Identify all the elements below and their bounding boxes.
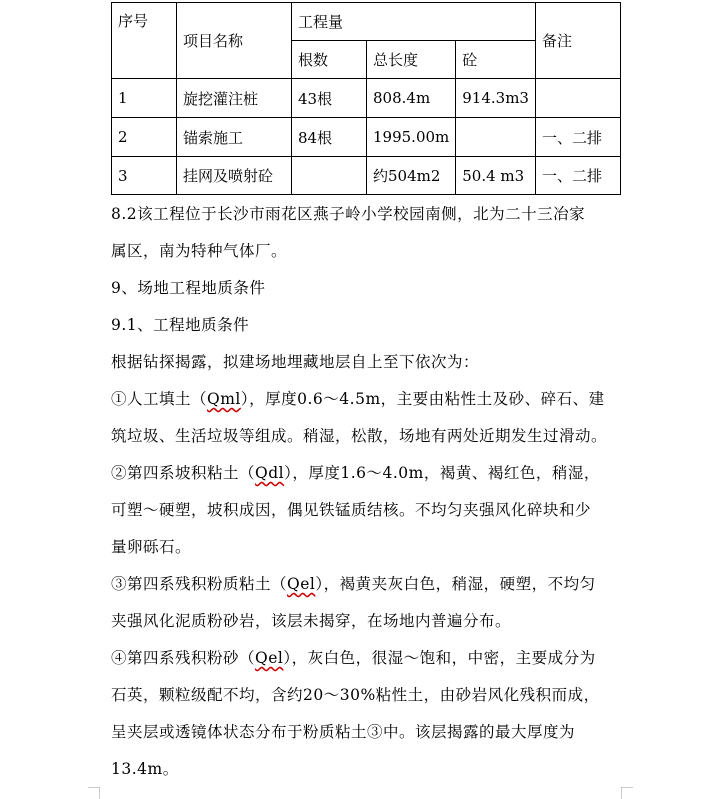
cell-length: 808.4m: [367, 79, 456, 118]
cell-concrete: [456, 118, 536, 157]
text-line: 筑垃圾、生活垃圾等组成。稍湿，松散，场地有两处近期发生过滑动。: [111, 427, 608, 445]
text-line: 属区，南为特种气体厂。: [111, 242, 288, 260]
table-row: [112, 118, 621, 157]
text-line: 量卵砾石。: [111, 538, 192, 556]
header-count: 根数: [292, 41, 367, 79]
cell-count: 43根: [292, 79, 367, 118]
text-line: ①人工填土（Qml），厚度0.6～4.5m，主要由粘性土及砂、碎石、建: [111, 390, 605, 408]
cell-concrete: 914.3m3: [456, 79, 536, 118]
header-quantity: 工程量: [292, 3, 536, 41]
text-line: 夹强风化泥质粉砂岩，该层未揭穿，在场地内普遍分布。: [111, 612, 512, 630]
document-body: [111, 196, 611, 788]
cell-seq: 3: [112, 157, 177, 195]
cell-remark: 一、二排: [535, 157, 620, 195]
text-line: ③第四系残积粉质粘土（Qel），褐黄夹灰白色，稍湿，硬塑，不均匀: [111, 575, 596, 593]
header-remark: 备注: [535, 3, 620, 79]
header-concrete: 砼: [456, 41, 536, 79]
cell-seq: 2: [112, 118, 177, 157]
text-line: 石英，颗粒级配不均，含约20～30%粘性土，由砂岩风化残积而成，: [111, 686, 600, 704]
table-row: [112, 157, 621, 195]
header-total-length: 总长度: [367, 41, 456, 79]
text-line: 根据钻探揭露，拟建场地埋藏地层自上至下依次为：: [111, 353, 480, 371]
section-heading: 9、场地工程地质条件: [111, 279, 266, 297]
cell-name: 挂网及喷射砼: [177, 157, 292, 195]
cell-count: 84根: [292, 118, 367, 157]
cell-remark: [535, 79, 620, 118]
text-line: 可塑～硬塑，坡积成因，偶见铁锰质结核。不均匀夹强风化碎块和少: [111, 501, 592, 519]
cell-remark: 一、二排: [535, 118, 620, 157]
text-line: 8.2该工程位于长沙市雨花区燕子岭小学校园南侧，北为二十三冶家: [111, 205, 586, 223]
cell-length: 约504m2: [367, 157, 456, 195]
quantity-table: [111, 2, 621, 195]
text-line: 呈夹层或透镜体状态分布于粉质粘土③中。该层揭露的最大厚度为: [111, 723, 576, 741]
cell-concrete: 50.4 m3: [456, 157, 536, 195]
cell-length: 1995.00m: [367, 118, 456, 157]
corner-mark-icon: [621, 787, 633, 799]
header-name: 项目名称: [177, 3, 292, 79]
text-line: ②第四系坡积粘土（Qdl），厚度1.6～4.0m，褐黄、褐红色，稍湿，: [111, 464, 600, 482]
text-line: 13.4m。: [111, 760, 179, 778]
table-row: [112, 79, 621, 118]
cell-seq: 1: [112, 79, 177, 118]
corner-mark-icon: [88, 787, 100, 799]
cell-name: 锚索施工: [177, 118, 292, 157]
cell-count: [292, 157, 367, 195]
subsection-heading: 9.1、工程地质条件: [111, 316, 250, 334]
cell-name: 旋挖灌注桩: [177, 79, 292, 118]
header-seq: 序号: [112, 3, 177, 79]
text-line: ④第四系残积粉砂（Qel），灰白色，很湿～饱和，中密，主要成分为: [111, 649, 596, 667]
